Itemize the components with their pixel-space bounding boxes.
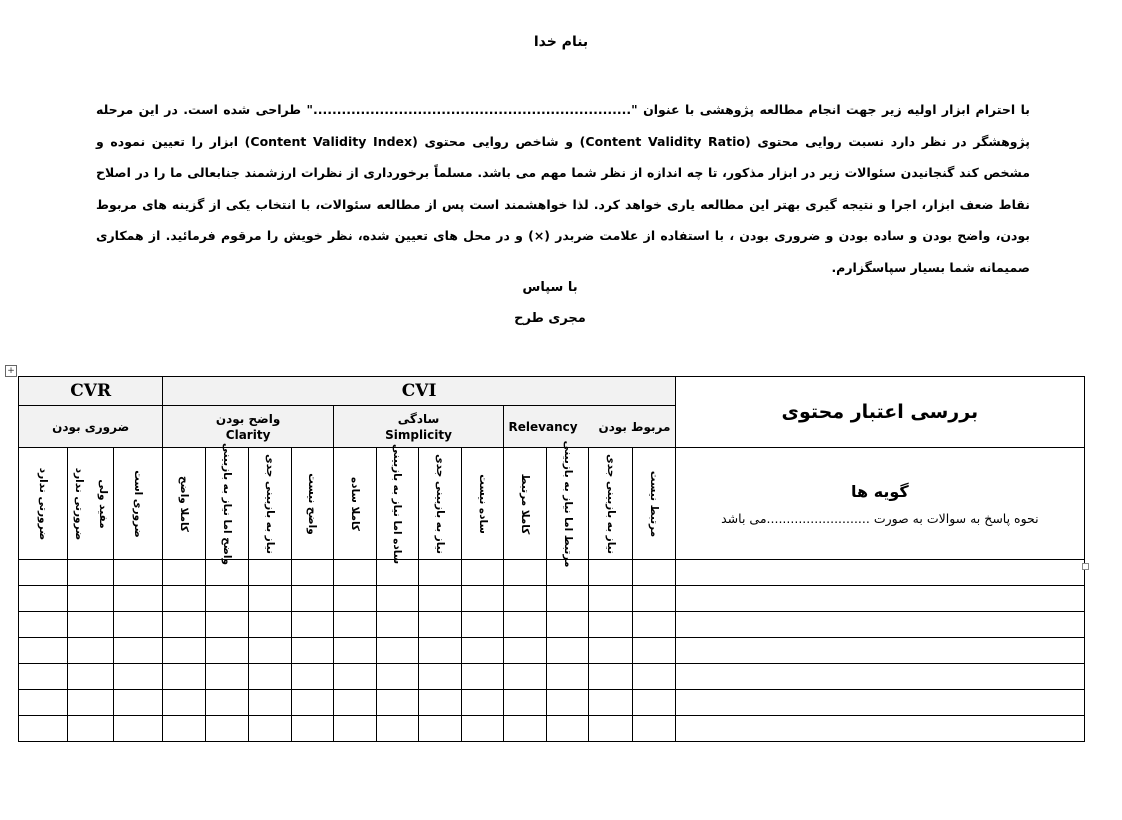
clarity-option-header: کاملا واضح [163,448,206,560]
rating-cell[interactable] [419,612,462,638]
rating-cell[interactable] [419,690,462,716]
rating-cell[interactable] [68,664,114,690]
rating-cell[interactable] [68,586,114,612]
rating-cell[interactable] [163,638,206,664]
document-title: بنام خدا [533,34,589,50]
rating-cell[interactable] [632,690,675,716]
rating-cell[interactable] [68,560,114,586]
answer-rows [19,560,1085,742]
rating-cell[interactable] [163,586,206,612]
rating-cell[interactable] [291,664,333,690]
relevancy-option-header: مرتبط اما نیاز به بازبینی [547,448,589,560]
clarity-group-header [163,406,333,448]
rating-cell[interactable] [163,716,206,742]
item-text-cell[interactable] [675,586,1084,612]
rating-cell[interactable] [504,716,547,742]
simplicity-option-header: ساده نیست [462,448,504,560]
clarity-option-header: نیاز به بازبینی جدی [248,448,291,560]
relevancy-fa: مربوط بودن [598,419,671,434]
rating-cell[interactable] [114,560,163,586]
table-row [19,638,1085,664]
rating-cell[interactable] [291,716,333,742]
rating-cell[interactable] [248,560,291,586]
rating-cell[interactable] [19,664,68,690]
rating-cell[interactable] [333,638,376,664]
rating-cell[interactable] [114,638,163,664]
essential-option-header: مفید ولی ضرورتی ندارد [68,448,114,560]
rating-cell[interactable] [589,716,632,742]
content-validity-heading: بررسی اعتبار محتوی [675,377,1084,448]
rating-cell[interactable] [206,612,248,638]
rating-cell[interactable] [547,638,589,664]
rating-cell[interactable] [376,664,418,690]
rating-cell[interactable] [19,690,68,716]
table-row [19,612,1085,638]
rating-cell[interactable] [19,586,68,612]
rating-cell[interactable] [504,612,547,638]
simplicity-option-header: کاملا ساده [333,448,376,560]
item-text-cell[interactable] [675,690,1084,716]
rating-cell[interactable] [206,638,248,664]
rating-cell[interactable] [504,690,547,716]
table-row [19,716,1085,742]
rating-cell[interactable] [248,690,291,716]
rating-cell[interactable] [333,690,376,716]
clarity-option-header: واضح نیست [291,448,333,560]
rating-cell[interactable] [163,612,206,638]
rating-cell[interactable] [19,560,68,586]
clarity-en: Clarity [225,427,271,442]
rating-cell[interactable] [248,612,291,638]
simplicity-en: Simplicity [385,427,452,442]
rating-cell[interactable] [163,560,206,586]
cvi-header: CVI [163,377,675,406]
rating-cell[interactable] [248,716,291,742]
rating-cell[interactable] [462,716,504,742]
relevancy-option-header: مرتبط نیست [632,448,675,560]
intro-text: با احترام ابزار اولیه زیر جهت انجام مطالعه پژوهشی با عنوان "..................................................................." طراحی شده است. در این مرحله پژوهشگر در نظر دارد نسبت روایی محتوی (Content Validity Ratio) و شاخص روایی محتوی (Content Validity Index) ابزار را تعیین نموده و مشخص کند گنجانیدن سئوالات زیر در ابزار مذکور، تا چه اندازه از نظر شما مهم می باشد. مسلماً برخورداری از نظرات ارزشمند جنابعالی ما را در اصلاح نقاط ضعف ابزار، اجرا و نتیجه گیری بهتر این مطالعه یاری خواهد کرد. لذا خواهشمند است پس از مطالعه سئوالات، با انتخاب یکی از گزینه های مربوط بودن، واضح بودن و ساده بودن و ضروری بودن ، با استفاده از علامت ضربدر (×) و در محل های تعیین شده، نظر خویش را مرقوم فرمائید. از همکاری صمیمانه شما بسیار سپاسگزارم. [96,102,1030,275]
item-text-cell[interactable] [675,560,1084,586]
rating-cell[interactable] [291,638,333,664]
rating-cell[interactable] [419,664,462,690]
rating-cell[interactable] [376,638,418,664]
rating-cell[interactable] [206,716,248,742]
rating-cell[interactable] [462,638,504,664]
rating-cell[interactable] [19,716,68,742]
rating-cell[interactable] [632,586,675,612]
rating-cell[interactable] [462,560,504,586]
rating-cell[interactable] [462,690,504,716]
rating-cell[interactable] [504,664,547,690]
rating-cell[interactable] [589,560,632,586]
rating-cell[interactable] [114,690,163,716]
rating-cell[interactable] [504,638,547,664]
clarity-option-header: واضح اما نیاز به بازبینی [206,448,248,560]
rating-cell[interactable] [248,586,291,612]
rating-cell[interactable] [376,690,418,716]
rating-cell[interactable] [632,664,675,690]
rating-cell[interactable] [547,586,589,612]
clarity-fa: واضح بودن [215,411,281,426]
rating-cell[interactable] [333,664,376,690]
simplicity-fa: سادگی [397,411,440,426]
rating-cell[interactable] [333,612,376,638]
rating-cell[interactable] [462,612,504,638]
table-row [19,560,1085,586]
rating-cell[interactable] [547,612,589,638]
thanks-line: با سپاس [522,280,578,295]
rating-cell[interactable] [419,586,462,612]
rating-cell[interactable] [589,586,632,612]
rating-cell[interactable] [547,664,589,690]
relevancy-option-header: کاملا مرتبط [504,448,547,560]
rating-cell[interactable] [114,664,163,690]
essential-option-header: ضروری است [114,448,163,560]
items-title: گویه ها [851,481,909,501]
rating-cell[interactable] [462,586,504,612]
item-text-cell[interactable] [675,716,1084,742]
rating-cell[interactable] [19,612,68,638]
rating-cell[interactable] [68,638,114,664]
table-move-icon[interactable]: + [5,365,17,377]
rating-cell[interactable] [632,716,675,742]
rating-cell[interactable] [504,560,547,586]
rating-cell[interactable] [333,716,376,742]
table-row [19,690,1085,716]
intro-paragraph [96,94,1030,283]
rating-cell[interactable] [291,612,333,638]
relevancy-en: Relevancy [508,419,578,434]
item-text-cell[interactable] [675,638,1084,664]
rating-cell[interactable] [163,664,206,690]
rating-cell[interactable] [632,560,675,586]
rating-cell[interactable] [589,612,632,638]
rating-cell[interactable] [333,560,376,586]
rating-cell[interactable] [206,664,248,690]
table-row [19,586,1085,612]
rating-cell[interactable] [68,612,114,638]
simplicity-group-header [333,406,503,448]
table-resize-handle[interactable] [1082,563,1089,570]
rating-cell[interactable] [68,690,114,716]
rating-cell[interactable] [19,638,68,664]
rating-cell[interactable] [589,690,632,716]
rating-cell[interactable] [333,586,376,612]
rating-cell[interactable] [419,716,462,742]
rating-cell[interactable] [114,586,163,612]
rating-cell[interactable] [291,586,333,612]
simplicity-option-header: نیاز به بازبینی جدی [419,448,462,560]
rating-cell[interactable] [547,690,589,716]
item-text-cell[interactable] [675,612,1084,638]
rating-cell[interactable] [68,716,114,742]
items-instruction: نحوه پاسخ به سوالات به صورت ..........................می باشد [721,510,1039,526]
essential-label: ضروری بودن [52,419,130,434]
rating-cell[interactable] [632,638,675,664]
rating-cell[interactable] [419,638,462,664]
relevancy-option-header: نیاز به بازبینی جدی [589,448,632,560]
rating-cell[interactable] [376,586,418,612]
rating-cell[interactable] [504,586,547,612]
rating-cell[interactable] [462,664,504,690]
table-row [19,664,1085,690]
rating-cell[interactable] [206,690,248,716]
rating-cell[interactable] [291,690,333,716]
essential-option-header: ضرورتی ندارد [19,448,68,560]
rating-cell[interactable] [163,690,206,716]
rating-cell[interactable] [376,716,418,742]
rating-cell[interactable] [589,638,632,664]
relevancy-group-header [504,406,676,448]
items-header [675,448,1084,560]
rating-cell[interactable] [419,560,462,586]
rating-cell[interactable] [547,716,589,742]
signer-line: مجری طرح [514,311,586,326]
rating-cell[interactable] [248,664,291,690]
rating-cell[interactable] [114,612,163,638]
rating-cell[interactable] [632,612,675,638]
item-text-cell[interactable] [675,664,1084,690]
essential-group-header [19,406,163,448]
cvr-header: CVR [19,377,163,406]
rating-cell[interactable] [376,612,418,638]
rating-cell[interactable] [291,560,333,586]
rating-cell[interactable] [589,664,632,690]
simplicity-option-header: ساده اما نیاز به بازبینی [376,448,418,560]
rating-cell[interactable] [206,586,248,612]
rating-cell[interactable] [114,716,163,742]
cvr-cvi-table [18,376,1085,742]
rating-cell[interactable] [248,638,291,664]
